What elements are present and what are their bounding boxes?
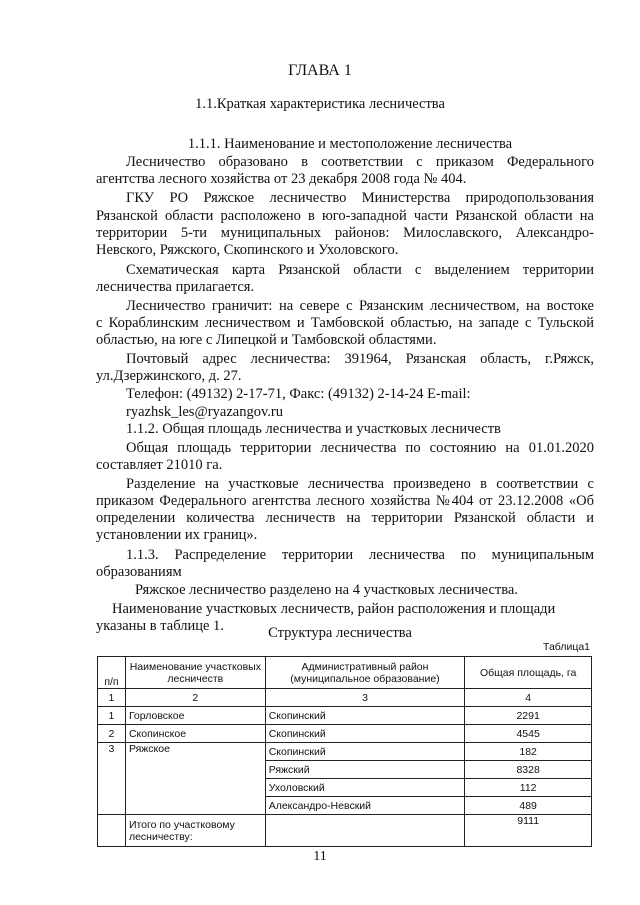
total-value: 9111 (465, 815, 592, 847)
p5-line2: ул.Дзержинского, д. 27. (96, 368, 242, 384)
p7-line4: установлении их границ». (96, 527, 258, 543)
row-number: 3 (98, 743, 126, 815)
subsection-3-heading-line1: 1.1.3. Распределение территории лесничества по муниципальным (126, 547, 594, 563)
p4-line3: областью, на юге с Липецкой и Тамбовской областями. (96, 332, 437, 348)
p8: Ряжское лесничество разделено на 4 участковых лесничества. (135, 582, 518, 598)
row-district: Скопинский (265, 707, 465, 725)
p4-line2: с Кораблинским лесничеством и Тамбовской областью, на западе с Тульской (96, 315, 594, 331)
structure-table-wrapper (97, 656, 592, 847)
total-label: Итого по участковому лесничеству: (125, 815, 265, 847)
header-district: Административный район (муниципальное образование) (265, 657, 465, 689)
col-number-4: 4 (465, 689, 592, 707)
page-number: 11 (313, 849, 327, 864)
table-row (98, 707, 592, 725)
email-line: ryazhsk_les@ryazangov.ru (126, 404, 283, 420)
header-number: п/п (98, 657, 126, 689)
row-district: Скопинский (265, 725, 465, 743)
p7-line2: приказом Федерального агентства лесного хозяйства №404 от 23.12.2008 «Об (96, 493, 594, 509)
header-area: Общая площадь, га (465, 657, 592, 689)
p7-line1: Разделение на участковые лесничества произведено в соответствии с (126, 476, 594, 492)
row-area: 112 (465, 779, 592, 797)
p7-line3: определении количества лесничеств на территории Рязанской области и (96, 510, 594, 526)
p2-line1: ГКУ РО Ряжское лесничество Министерства природопользования (126, 190, 594, 206)
row-area: 489 (465, 797, 592, 815)
p3-line2: лесничества прилагается. (96, 279, 255, 295)
subsection-2-heading: 1.1.2. Общая площадь лесничества и участковых лесничеств (126, 421, 501, 437)
row-name: Горловское (125, 707, 265, 725)
phone-line: Телефон: (49132) 2-17-71, Факс: (49132) 2-14-24 E-mail: (126, 386, 471, 402)
row-name: Скопинское (125, 725, 265, 743)
row-number: 2 (98, 725, 126, 743)
row-name: Ряжское (125, 743, 265, 815)
row-area: 8328 (465, 761, 592, 779)
col-number-3: 3 (265, 689, 465, 707)
p4-line1: Лесничество граничит: на севере с Рязанским лесничеством, на востоке (126, 298, 594, 314)
table-title: Структура лесничества (268, 625, 412, 641)
row-area: 182 (465, 743, 592, 761)
row-district: Ряжский (265, 761, 465, 779)
row-district: Александро-Невский (265, 797, 465, 815)
p2-line4: Невского, Ряжского, Скопинского и Ухоловского. (96, 242, 399, 258)
p2-line2: Рязанской области расположено в юго-западной части Рязанской области на (96, 208, 594, 224)
table-label: Таблица1 (543, 641, 591, 653)
col-number-1: 1 (98, 689, 126, 707)
row-area: 4545 (465, 725, 592, 743)
p9-line2: указаны в таблице 1. (96, 618, 224, 634)
table-row (98, 743, 592, 761)
section-heading: 1.1.Краткая характеристика лесничества (195, 96, 445, 112)
total-row (98, 815, 592, 847)
row-district: Ухоловский (265, 779, 465, 797)
p6-line2: составляет 21010 га. (96, 457, 223, 473)
table-row (98, 725, 592, 743)
row-number: 1 (98, 707, 126, 725)
p9-line1: Наименование участковых лесничеств, район расположения и площади (112, 601, 556, 617)
header-name: Наименование участковых лесничеств (125, 657, 265, 689)
col-number-2: 2 (125, 689, 265, 707)
row-area: 2291 (465, 707, 592, 725)
p6-line1: Общая площадь территории лесничества по состоянию на 01.01.2020 (126, 440, 594, 456)
p5-line1: Почтовый адрес лесничества: 391964, Рязанская область, г.Ряжск, (126, 351, 594, 367)
subsection-1-heading: 1.1.1. Наименование и местоположение лесничества (187, 136, 513, 152)
structure-table (97, 656, 592, 847)
p1-line2: агентства лесного хозяйства от 23 декабря 2008 года № 404. (96, 171, 467, 187)
subsection-3-heading-line2: образованиям (96, 564, 182, 580)
p1-line1: Лесничество образовано в соответствии с приказом Федерального (126, 154, 594, 170)
p2-line3: территории 5-ти муниципальных районов: Милославского, Александро- (96, 225, 594, 241)
row-district: Скопинский (265, 743, 465, 761)
chapter-heading: ГЛАВА 1 (288, 62, 352, 79)
p3-line1: Схематическая карта Рязанской области с выделением территории (126, 262, 594, 278)
